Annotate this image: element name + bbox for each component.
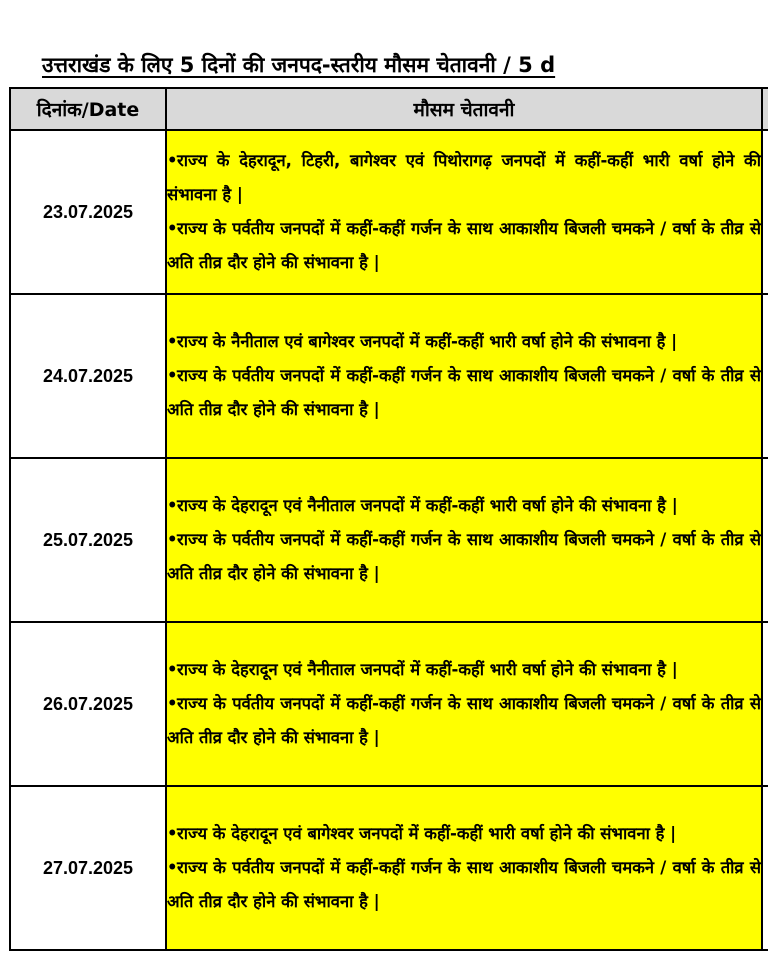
warning-text: राज्य के देहरादून एवं नैनीताल जनपदों में कहीं-कहीं भारी वर्षा होने की संभावना है | xyxy=(177,496,678,515)
warning-text: राज्य के पर्वतीय जनपदों में कहीं-कहीं गर्जन के साथ आकाशीय बिजली चमकने / वर्षा के तीव्र से अति तीव्र दौर होने की संभावना है | xyxy=(167,858,761,911)
date-cell: 25.07.2025 xyxy=(10,458,166,622)
warning-cell xyxy=(166,294,762,458)
table-row xyxy=(10,458,768,622)
warning-point xyxy=(167,851,761,919)
warning-cell xyxy=(166,458,762,622)
weather-warning-table xyxy=(9,87,768,951)
date-cell: 24.07.2025 xyxy=(10,294,166,458)
extra-cell xyxy=(762,786,768,950)
warning-column-header: मौसम चेतावनी xyxy=(166,88,762,130)
warning-text: राज्य के देहरादून, टिहरी, बागेश्वर एवं पिथोरागढ़ जनपदों में कहीं-कहीं भारी वर्षा होने की संभावना है | xyxy=(167,151,761,204)
table-header-row xyxy=(10,88,768,130)
warning-point xyxy=(167,687,761,755)
bullet-icon: • xyxy=(167,151,178,170)
table-row xyxy=(10,622,768,786)
warning-point xyxy=(167,817,761,851)
extra-column-header xyxy=(762,88,768,130)
warning-cell xyxy=(166,786,762,950)
extra-cell xyxy=(762,622,768,786)
warning-point xyxy=(167,523,761,591)
table-row xyxy=(10,130,768,294)
warning-text: राज्य के पर्वतीय जनपदों में कहीं-कहीं गर्जन के साथ आकाशीय बिजली चमकने / वर्षा के तीव्र से अति तीव्र दौर होने की संभावना है | xyxy=(167,694,761,747)
warning-point xyxy=(167,489,761,523)
bullet-icon: • xyxy=(167,530,178,549)
warning-text: राज्य के पर्वतीय जनपदों में कहीं-कहीं गर्जन के साथ आकाशीय बिजली चमकने / वर्षा के तीव्र से अति तीव्र दौर होने की संभावना है | xyxy=(167,219,761,272)
extra-cell xyxy=(762,458,768,622)
bullet-icon: • xyxy=(167,496,178,515)
warning-point xyxy=(167,144,761,212)
date-column-header: दिनांक/Date xyxy=(10,88,166,130)
bullet-icon: • xyxy=(167,219,178,238)
page-title: उत्तराखंड के लिए 5 दिनों की जनपद-स्तरीय मौसम चेतावनी / 5 d xyxy=(42,53,556,77)
warning-point xyxy=(167,325,761,359)
date-cell: 23.07.2025 xyxy=(10,130,166,294)
extra-cell xyxy=(762,294,768,458)
warning-text: राज्य के पर्वतीय जनपदों में कहीं-कहीं गर्जन के साथ आकाशीय बिजली चमकने / वर्षा के तीव्र से अति तीव्र दौर होने की संभावना है | xyxy=(167,530,761,583)
bullet-icon: • xyxy=(167,366,178,385)
warning-text: राज्य के पर्वतीय जनपदों में कहीं-कहीं गर्जन के साथ आकाशीय बिजली चमकने / वर्षा के तीव्र से अति तीव्र दौर होने की संभावना है | xyxy=(167,366,761,419)
table-row xyxy=(10,294,768,458)
date-cell: 26.07.2025 xyxy=(10,622,166,786)
warning-point xyxy=(167,212,761,280)
bullet-icon: • xyxy=(167,858,178,877)
warning-text: राज्य के नैनीताल एवं बागेश्वर जनपदों में कहीं-कहीं भारी वर्षा होने की संभावना है | xyxy=(177,332,678,351)
bullet-icon: • xyxy=(167,332,178,351)
warning-text: राज्य के देहरादून एवं नैनीताल जनपदों में कहीं-कहीं भारी वर्षा होने की संभावना है | xyxy=(177,660,678,679)
date-cell: 27.07.2025 xyxy=(10,786,166,950)
warning-cell xyxy=(166,130,762,294)
extra-cell xyxy=(762,130,768,294)
warning-text: राज्य के देहरादून एवं बागेश्वर जनपदों में कहीं-कहीं भारी वर्षा होने की संभावना है | xyxy=(177,824,677,843)
table-row xyxy=(10,786,768,950)
warning-point xyxy=(167,359,761,427)
warning-cell xyxy=(166,622,762,786)
warning-point xyxy=(167,653,761,687)
bullet-icon: • xyxy=(167,824,178,843)
bullet-icon: • xyxy=(167,694,178,713)
bullet-icon: • xyxy=(167,660,178,679)
